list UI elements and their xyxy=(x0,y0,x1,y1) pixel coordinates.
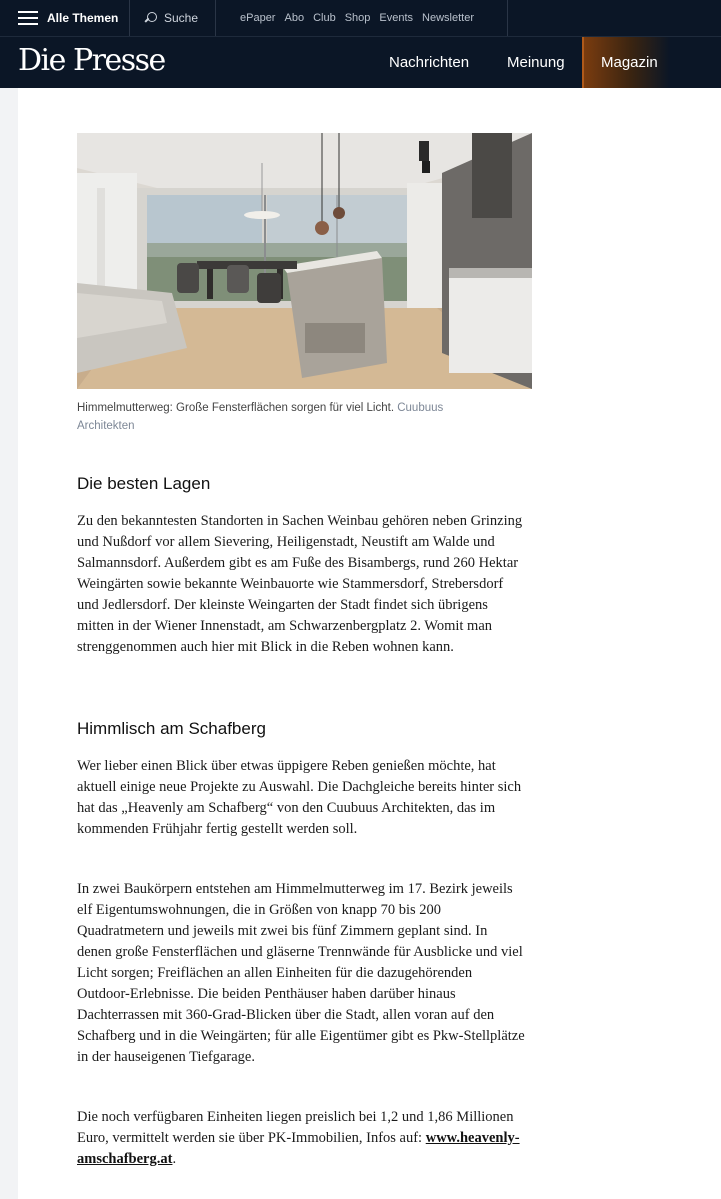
link-newsletter[interactable]: Newsletter xyxy=(422,12,474,24)
link-events[interactable]: Events xyxy=(379,12,414,24)
service-links xyxy=(216,0,508,36)
interior-illustration xyxy=(77,133,532,389)
site-logo[interactable]: Die Presse xyxy=(18,43,165,78)
heading-himmlisch-am-schafberg: Himmlisch am Schafberg xyxy=(77,719,266,738)
left-gutter xyxy=(0,88,18,1199)
paragraph-4-text: Die noch verfügbaren Einheiten liegen preislich bei 1,2 und 1,86 Millionen Euro, vermittelt werden sie über PK-Immobilien, Infos auf: xyxy=(77,1109,514,1146)
nav-nachrichten[interactable]: Nachrichten xyxy=(389,54,470,71)
caption-text: Himmelmutterweg: Große Fensterflächen sorgen für viel Licht. xyxy=(77,402,395,414)
search-label: Suche xyxy=(164,11,199,25)
article-image xyxy=(77,133,532,389)
heading-die-besten-lagen: Die besten Lagen xyxy=(77,474,211,493)
nav-meinung[interactable]: Meinung xyxy=(507,54,565,71)
link-shop[interactable]: Shop xyxy=(344,12,371,24)
project-website-link[interactable]: www.heavenly-amschafberg.at xyxy=(77,1130,520,1167)
all-topics-button[interactable] xyxy=(0,0,130,36)
link-abo[interactable]: Abo xyxy=(284,12,305,24)
link-epaper[interactable]: ePaper xyxy=(240,12,276,24)
link-club[interactable]: Club xyxy=(313,12,336,24)
search-button[interactable] xyxy=(130,0,216,36)
image-caption xyxy=(77,399,497,435)
paragraph-1: Zu den bekanntesten Standorten in Sachen Weinbau gehören neben Grinzing und Nußdorf vor allem Sievering, Heiligenstadt, Neustift am Walde und Salmannsdorf. Außerdem gibt es am Fuße des Bisambergs, rund 260 Hektar Weingärten sowie bekannte Weinbauorte wie Stammersdorf, Strebersdorf und Jedlersdorf. Der kleinste Weingarten der Stadt findet sich übrigens mitten in der Wiener Innenstadt, am Schwarzenbergplatz 2. Womit man strenggenommen auch hier mit Blick in die Reben wohnen kann. xyxy=(77,513,523,655)
search-icon xyxy=(145,12,158,25)
paragraph-3: In zwei Baukörpern entstehen am Himmelmutterweg im 17. Bezirk jeweils elf Eigentumswohnungen, die in Größen von knapp 70 bis 200 Quadratmetern und jeweils mit zwei bis fünf Zimmern geplant sind. In denen große Fensterflächen und gläserne Trennwände für Ausblicke und viel Licht sorgen; Freiflächen an allen Einheiten für die dazugehörenden Outdoor-Erlebnisse. Die beiden Penthäuser haben darüber hinaus Dachterrassen mit 360-Grad-Blicken über die Stadt, allen voran auf den Schafberg und in die Weingärten; für alle Eigentümer gibt es Pkw-Stellplätze in der hauseigenen Tiefgarage. xyxy=(77,881,525,1065)
main-navbar xyxy=(0,36,721,88)
hamburger-menu-icon xyxy=(18,11,38,25)
nav-magazin[interactable]: Magazin xyxy=(582,37,670,88)
caption-credit: Cuubuus Architekten xyxy=(77,402,444,432)
paragraph-2: Wer lieber einen Blick über etwas üppigere Reben genießen möchte, hat aktuell einige neue Projekte zu Auswahl. Die Dachgleiche bereits hinter sich hat das „Heavenly am Schafberg“ von den Cuubuus Architekten, das im kommenden Frühjahr fertig gestellt werden soll. xyxy=(77,758,522,837)
paragraph-4-end: . xyxy=(172,1151,177,1167)
paragraph-4 xyxy=(77,1107,525,1170)
top-utility-bar xyxy=(0,0,721,36)
all-topics-label: Alle Themen xyxy=(47,11,119,25)
